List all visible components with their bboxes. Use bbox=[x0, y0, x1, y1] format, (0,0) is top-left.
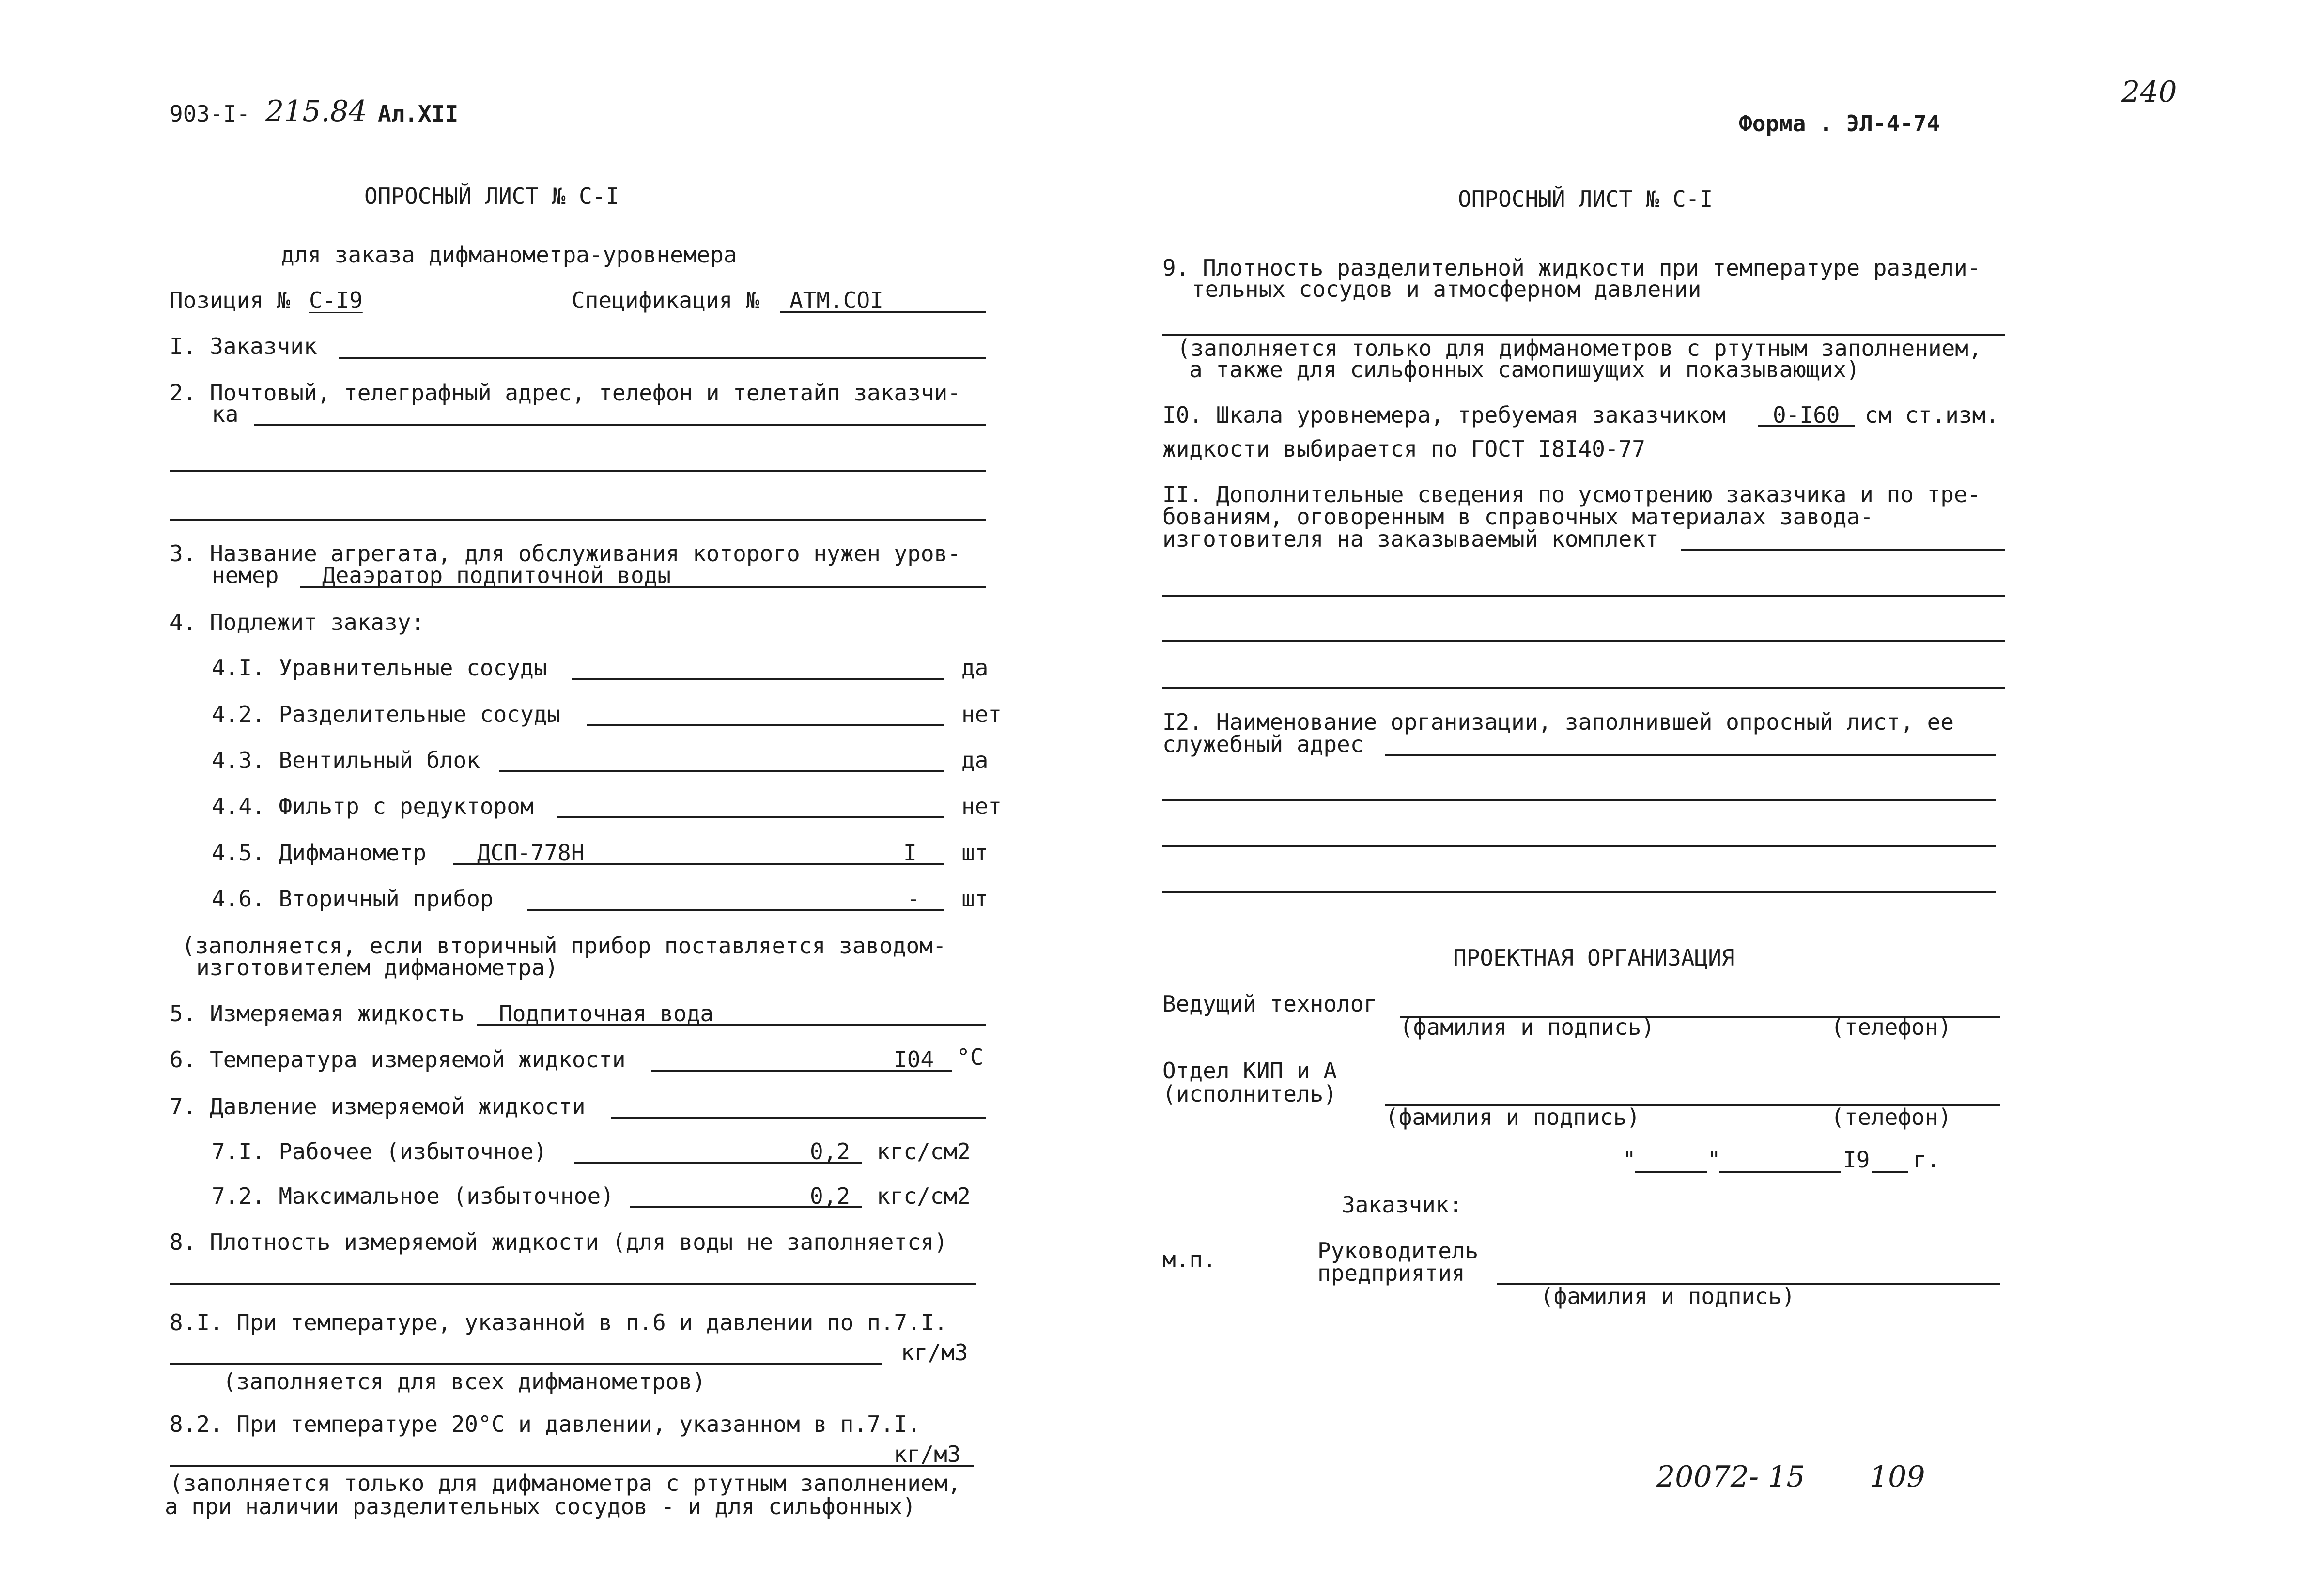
item-8-2-unit: кг/м3 bbox=[894, 1441, 961, 1467]
item-4-5-qty: I bbox=[903, 840, 917, 866]
date-quote-close: " bbox=[1707, 1147, 1721, 1173]
lead-technologist-signature-hint: (фамилия и подпись) bbox=[1400, 1014, 1655, 1040]
kip-executor-label: (исполнитель) bbox=[1162, 1081, 1337, 1107]
item-7-2-line bbox=[630, 1206, 862, 1208]
kip-department-label: Отдел КИП и А bbox=[1162, 1058, 1337, 1084]
item-4-3-value: да bbox=[961, 747, 989, 773]
item-10-label: I0. Шкала уровнемера, требуемая заказчиком bbox=[1162, 402, 1726, 428]
item-11-line-3 bbox=[1162, 640, 2005, 642]
item-4-2-label: 4.2. Разделительные сосуды bbox=[212, 701, 561, 727]
date-quote-open: " bbox=[1623, 1147, 1636, 1173]
item-8-label: 8. Плотность измеряемой жидкости (для воды не заполняется) bbox=[170, 1229, 948, 1255]
item-8-1-note: (заполняется для всех дифманометров) bbox=[223, 1368, 706, 1395]
item-7-1-line bbox=[574, 1162, 862, 1164]
item-4-1-label: 4.I. Уравнительные сосуды bbox=[212, 655, 547, 681]
item-5-line bbox=[477, 1024, 986, 1026]
item-8-1-unit: кг/м3 bbox=[901, 1339, 968, 1366]
item-4-label: 4. Подлежит заказу: bbox=[170, 609, 425, 635]
doc-code-handwritten: 215.84 bbox=[265, 94, 367, 128]
item-7-label: 7. Давление измеряемой жидкости bbox=[170, 1093, 586, 1120]
item-4-6-qty: - bbox=[907, 886, 920, 912]
item-8-2-label: 8.2. При температуре 20°С и давлении, указанном в п.7.I. bbox=[170, 1411, 921, 1437]
item-8-1-line bbox=[170, 1363, 882, 1365]
item-12-line-4 bbox=[1162, 891, 1996, 893]
position-value: С-I9 bbox=[309, 287, 363, 313]
item-3-line bbox=[300, 586, 986, 588]
footer-handwritten-number: 109 bbox=[1870, 1460, 1925, 1494]
item-11-label-cont-2: изготовителя на заказываемый комплект bbox=[1162, 526, 1659, 552]
item-10-value: 0-I60 bbox=[1773, 402, 1840, 428]
item-4-2-line bbox=[587, 724, 944, 726]
item-7-2-unit: кгс/см2 bbox=[877, 1183, 971, 1209]
item-7-1-label: 7.I. Рабочее (избыточное) bbox=[212, 1138, 547, 1165]
right-title: ОПРОСНЫЙ ЛИСТ № С-I bbox=[1458, 186, 1713, 212]
footer-handwritten-code: 20072- 15 bbox=[1656, 1460, 1805, 1494]
date-month-line bbox=[1719, 1171, 1841, 1173]
item-12-line-1 bbox=[1385, 754, 1996, 756]
spec-value: АТМ.СОI bbox=[789, 287, 883, 313]
position-label: Позиция № bbox=[170, 287, 291, 313]
item-1-line bbox=[339, 357, 986, 359]
item-10-unit: см ст.изм. bbox=[1865, 402, 1999, 428]
item-4-3-line bbox=[499, 770, 944, 772]
item-6-unit: °С bbox=[957, 1044, 984, 1070]
item-4-6-line bbox=[527, 909, 944, 911]
form-label: Форма . ЭЛ-4-74 bbox=[1739, 110, 1940, 137]
spec-label: Спецификация № bbox=[572, 287, 759, 313]
date-year-line bbox=[1872, 1171, 1908, 1173]
item-6-line bbox=[651, 1070, 952, 1072]
item-9-label-cont: тельных сосудов и атмосферном давлении bbox=[1192, 276, 1702, 302]
item-6-value: I04 bbox=[894, 1046, 934, 1073]
kip-signature-hint: (фамилия и подпись) bbox=[1385, 1104, 1641, 1130]
item-2-line-2 bbox=[170, 470, 986, 472]
left-subtitle: для заказа дифманометра-уровнемера bbox=[281, 242, 737, 268]
item-4-4-line bbox=[557, 816, 944, 818]
item-2-label-cont: ка bbox=[212, 401, 239, 427]
item-7-line bbox=[611, 1117, 986, 1119]
item-4-5-unit: шт bbox=[961, 840, 989, 866]
date-day-line bbox=[1635, 1171, 1707, 1173]
item-5-value: Подпиточная вода bbox=[499, 1000, 714, 1027]
project-org-title: ПРОЕКТНАЯ ОРГАНИЗАЦИЯ bbox=[1453, 945, 1735, 971]
lead-technologist-label: Ведущий технолог bbox=[1162, 991, 1377, 1017]
item-7-1-unit: кгс/см2 bbox=[877, 1138, 971, 1165]
item-12-line-2 bbox=[1162, 799, 1996, 801]
item-4-6-note: (заполняется, если вторичный прибор поставляется заводом- bbox=[182, 933, 946, 959]
item-4-1-value: да bbox=[961, 655, 989, 681]
item-11-line-1 bbox=[1681, 549, 2005, 551]
item-4-6-unit: шт bbox=[961, 886, 989, 912]
item-6-label: 6. Температура измеряемой жидкости bbox=[170, 1046, 626, 1073]
item-4-6-label: 4.6. Вторичный прибор bbox=[212, 886, 494, 912]
doc-code-prefix: 903-I- bbox=[170, 101, 250, 127]
item-3-label: 3. Название агрегата, для обслуживания которого нужен уров- bbox=[170, 540, 961, 567]
item-2-line-1 bbox=[254, 424, 986, 426]
left-title: ОПРОСНЫЙ ЛИСТ № С-I bbox=[364, 183, 619, 209]
item-11-line-2 bbox=[1162, 595, 2005, 597]
item-3-label-cont: немер bbox=[212, 562, 279, 588]
item-12-label-cont: служебный адрес bbox=[1162, 731, 1364, 757]
item-8-2-note-cont: а при наличии разделительных сосудов - и для сильфонных) bbox=[165, 1493, 916, 1519]
item-4-2-value: нет bbox=[961, 701, 1002, 727]
item-8-2-note: (заполняется только для дифманометра с ртутным заполнением, bbox=[170, 1470, 961, 1496]
item-11-line-4 bbox=[1162, 687, 2005, 689]
page-number-handwritten: 240 bbox=[2121, 75, 2177, 109]
head-signature-hint: (фамилия и подпись) bbox=[1540, 1283, 1795, 1309]
item-4-5-line bbox=[453, 863, 944, 865]
item-2-line-3 bbox=[170, 519, 986, 521]
item-4-4-label: 4.4. Фильтр с редуктором bbox=[212, 793, 534, 819]
item-10-label-cont: жидкости выбирается по ГОСТ I8I40-77 bbox=[1162, 436, 1645, 462]
item-12-label: I2. Наименование организации, заполнившей опросный лист, ее bbox=[1162, 709, 1954, 735]
sheet-label: Ал.XII bbox=[378, 101, 459, 127]
item-4-4-value: нет bbox=[961, 793, 1002, 819]
item-4-5-label: 4.5. Дифманометр bbox=[212, 840, 427, 866]
item-9-note-cont: а также для сильфонных самопишущих и показывающих) bbox=[1189, 356, 1860, 383]
head-label-cont: предприятия bbox=[1317, 1260, 1465, 1286]
date-year-prefix: I9 bbox=[1843, 1147, 1870, 1173]
stamp-place-label: м.п. bbox=[1162, 1246, 1216, 1273]
item-9-label: 9. Плотность разделительной жидкости при температуре раздели- bbox=[1162, 255, 1981, 281]
item-2-label: 2. Почтовый, телеграфный адрес, телефон и телетайп заказчи- bbox=[170, 380, 961, 406]
date-year-suffix: г. bbox=[1913, 1147, 1940, 1173]
item-4-3-label: 4.3. Вентильный блок bbox=[212, 747, 480, 773]
item-7-2-label: 7.2. Максимальное (избыточное) bbox=[212, 1183, 614, 1209]
item-5-label: 5. Измеряемая жидкость bbox=[170, 1000, 465, 1027]
item-3-value: Деаэратор подпиточной воды bbox=[322, 562, 671, 588]
item-7-1-value: 0,2 bbox=[810, 1138, 851, 1165]
item-4-5-model: ДСП-778Н bbox=[477, 840, 585, 866]
item-9-note: (заполняется только для дифманометров с ртутным заполнением, bbox=[1177, 335, 1982, 361]
head-label: Руководитель bbox=[1317, 1238, 1479, 1264]
item-11-label-cont: бованиям, оговоренным в справочных материалах завода- bbox=[1162, 504, 1873, 530]
customer-label: Заказчик: bbox=[1342, 1192, 1463, 1218]
item-10-line bbox=[1758, 425, 1855, 427]
lead-technologist-phone-hint: (телефон) bbox=[1831, 1014, 1952, 1040]
item-12-line-3 bbox=[1162, 845, 1996, 847]
item-1-label: I. Заказчик bbox=[170, 333, 317, 359]
item-4-6-note-cont: изготовителем дифманометра) bbox=[196, 954, 558, 981]
spec-line bbox=[780, 311, 986, 313]
item-8-2-line bbox=[170, 1465, 974, 1467]
kip-phone-hint: (телефон) bbox=[1831, 1104, 1952, 1130]
item-4-1-line bbox=[572, 678, 944, 680]
item-11-label: II. Дополнительные сведения по усмотрению заказчика и по тре- bbox=[1162, 481, 1981, 507]
item-8-1-label: 8.I. При температуре, указанной в п.6 и давлении по п.7.I. bbox=[170, 1309, 948, 1335]
item-8-line bbox=[170, 1283, 976, 1285]
item-7-2-value: 0,2 bbox=[810, 1183, 851, 1209]
